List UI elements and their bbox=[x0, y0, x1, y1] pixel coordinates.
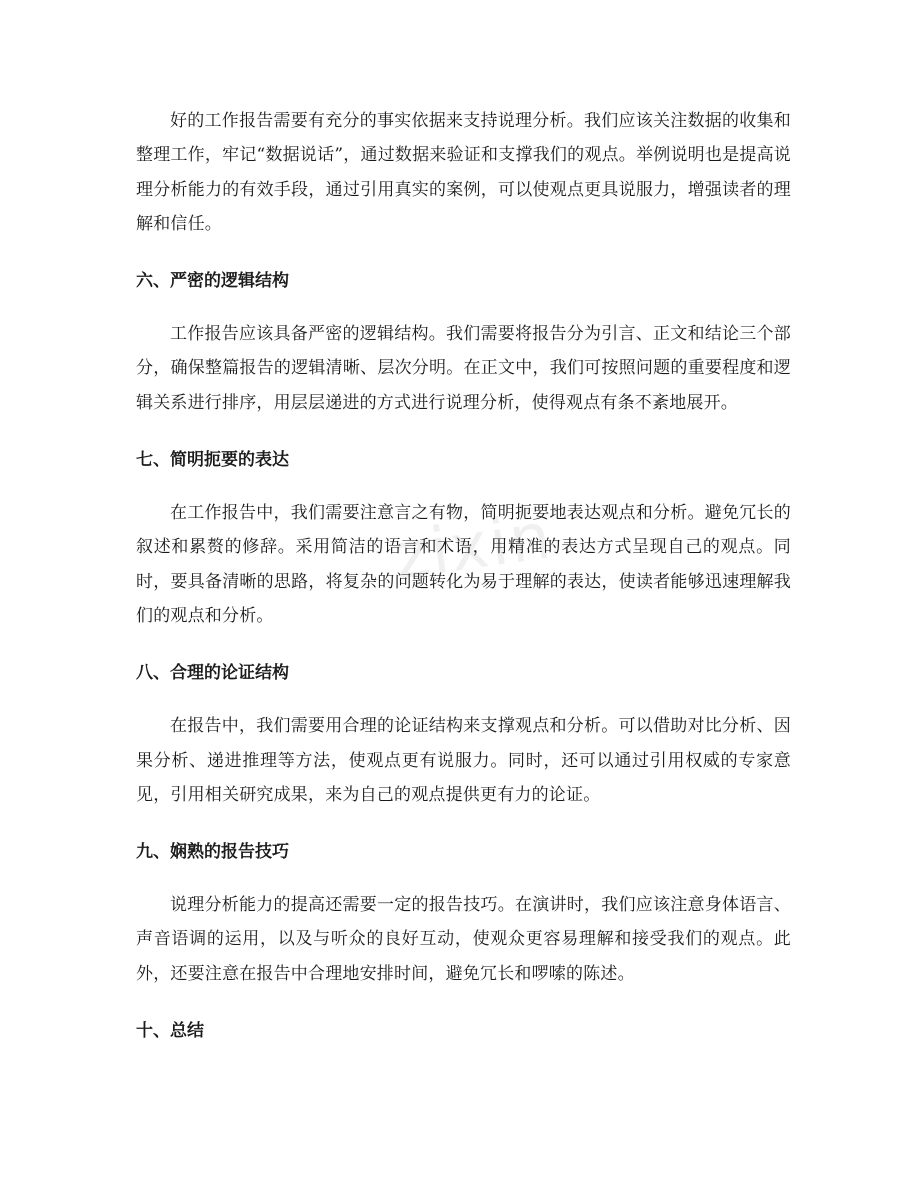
section-paragraph-8: 在报告中，我们需要用合理的论证结构来支撑观点和分析。可以借助对比分析、因果分析、递进推理等方法，使观点更有说服力。同时，还可以通过引用权威的专家意见，引用相关研究成果，来为自己的观点提供更有力的论证。 bbox=[136, 716, 791, 805]
watermark: zixin bbox=[390, 499, 557, 595]
section-heading-8: 八、合理的论证结构 bbox=[136, 663, 289, 684]
section-paragraph-7: 在工作报告中，我们需要注意言之有物，简明扼要地表达观点和分析。避免冗长的叙述和累赘的修辞。采用简洁的语言和术语，用精准的表达方式呈现自己的观点。同时，要具备清晰的思路，将复杂的问题转化为易于理解的表达，使读者能够迅速理解我们的观点和分析。 bbox=[136, 503, 791, 626]
section-paragraph-6: 工作报告应该具备严密的逻辑结构。我们需要将报告分为引言、正文和结论三个部分，确保整篇报告的逻辑清晰、层次分明。在正文中，我们可按照问题的重要程度和逻辑关系进行排序，用层层递进的方式进行说理分析，使得观点有条不紊地展开。 bbox=[136, 324, 791, 413]
document-body bbox=[136, 104, 791, 1043]
section-paragraph-9: 说理分析能力的提高还需要一定的报告技巧。在演讲时，我们应该注意身体语言、声音语调的运用，以及与听众的良好互动，使观众更容易理解和接受我们的观点。此外，还要注意在报告中合理地安排时间，避免冗长和啰嗦的陈述。 bbox=[136, 895, 791, 984]
intro-paragraph: 好的工作报告需要有充分的事实依据来支持说理分析。我们应该关注数据的收集和整理工作，牢记“数据说话”，通过数据来验证和支撑我们的观点。举例说明也是提高说理分析能力的有效手段，通过引用真实的案例，可以使观点更具说服力，增强读者的理解和信任。 bbox=[136, 111, 791, 234]
section-heading-9: 九、娴熟的报告技巧 bbox=[136, 842, 289, 863]
section-heading-6: 六、严密的逻辑结构 bbox=[136, 271, 289, 292]
section-heading-10: 十、总结 bbox=[136, 1021, 204, 1042]
section-heading-7: 七、简明扼要的表达 bbox=[136, 450, 289, 471]
